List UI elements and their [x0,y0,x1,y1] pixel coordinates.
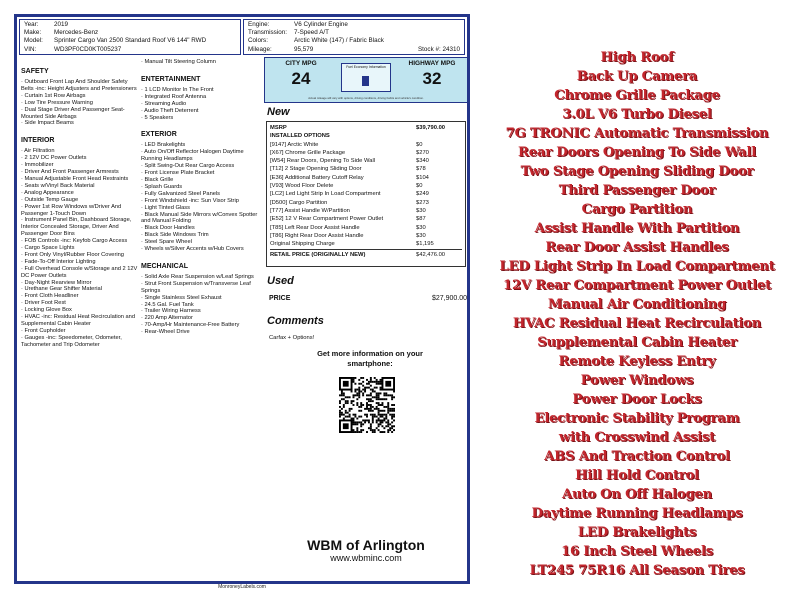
option-price: $30 [416,232,426,239]
option-price: $104 [416,174,429,181]
option-row [270,149,462,157]
option-row [270,215,462,223]
fuel-economy-center [341,63,391,92]
list-item: · 2 12V DC Power Outlets [21,155,87,162]
dealer-website[interactable]: www.wbminc.com [330,553,402,563]
feature-item: Daytime Running Headlamps [531,506,743,521]
option-price: $270 [416,149,429,156]
feature-item: ABS And Traction Control [544,449,730,464]
list-item: · Air Filtration [21,148,55,155]
entertainment-list [141,87,259,122]
feature-item: 3.0L V6 Turbo Diesel [562,107,712,122]
list-item: · Locking Glove Box [21,307,72,314]
colors-label: Colors: [248,37,268,45]
feature-item: LT245 75R16 All Season Tires [529,563,745,578]
list-item: · Solid Axle Rear Suspension w/Leaf Springs [141,273,254,280]
list-item: · Immobilizer [21,162,54,169]
list-item: · Analog Appearance [21,189,74,196]
stock-label: Stock #: [417,45,441,53]
feature-item: Back Up Camera [576,69,698,84]
mileage-value: 95,579 [294,45,314,53]
feature-item: 12V Rear Compartment Power Outlet [503,278,771,293]
exterior-title: EXTERIOR [141,131,177,139]
colors-value: Arctic White (147) / Fabric Black [294,37,384,45]
option-row [270,190,462,198]
list-item: · Fully Galvanized Steel Panels [141,190,221,197]
exterior-list [141,142,259,253]
list-item: · Wheels w/Silver Accents w/Hub Covers [141,246,244,253]
list-item: · Black Manual Side Mirrors w/Convex Spotter and Manual Folding [141,211,258,225]
list-item: · Dual Stage Driver And Passenger Seat-Mounted Side Airbags [21,106,125,120]
comments-text: Carfax + Options! [269,335,315,341]
option-row [270,199,462,207]
feature-list [476,48,798,580]
option-price: $249 [416,191,429,198]
options-list [270,141,462,241]
list-item: · Black Side Windows Trim [141,232,209,239]
mechanical-title: MECHANICAL [141,262,189,270]
list-item: · Front License Plate Bracket [141,170,215,177]
safety-title: SAFETY [21,68,49,75]
option-price: $0 [416,141,423,148]
list-item: · Instrument Panel Bin, Dashboard Storage, Interior Concealed Storage, Driver And Passenger Door Bins [21,217,132,238]
option-price: $78 [416,166,426,173]
list-item: · Light Tinted Glass [141,204,190,211]
feature-item: Third Passenger Door [558,183,716,198]
list-item: · Manual Tilt Steering Column [141,59,216,65]
qr-code[interactable] [339,377,395,433]
shipping-label: Original Shipping Charge [270,241,335,248]
equipment-left-column [21,65,141,349]
msrp-label: MSRP [270,125,287,131]
year-label: Year: [24,21,39,28]
mechanical-list [141,274,259,336]
list-item: · Auto On/Off Reflector Halogen Daytime Running Headlamps [141,149,244,163]
make-label: Make: [24,29,42,37]
safety-list [21,79,141,127]
list-item: · Strut Front Suspension w/Transverse Leaf Springs [141,280,251,294]
list-item: · Curtain 1st Row Airbags [21,92,86,99]
retail-label: RETAIL PRICE (ORIGINALLY NEW) [270,252,366,259]
transmission-label: Transmission: [248,29,287,37]
list-item: · Manual Adjustable Front Head Restraints [21,175,129,182]
option-row [270,174,462,182]
feature-item: Rear Door Assist Handles [545,240,729,255]
option-price: $30 [416,224,426,231]
list-item: · 70-Amp/Hr Maintenance-Free Battery [141,322,240,329]
vehicle-specs-box [243,19,465,55]
list-item: · Fade-To-Off Interior Lighting [21,258,96,265]
option-label: [T85] Left Rear Door Assist Handle [270,224,360,231]
option-label: [T77] Assist Handle W/Partition [270,207,350,214]
list-item: · Steel Spare Wheel [141,239,192,246]
list-item: · Audio Theft Deterrent [141,107,199,114]
list-item: · Streaming Audio [141,100,187,107]
feature-item: 16 Inch Steel Wheels [561,544,713,559]
list-item: · Front Cupholder [21,327,66,334]
feature-item: Rear Doors Opening To Side Wall [518,145,756,160]
list-item: · Driver And Front Passenger Armrests [21,169,119,176]
option-label: [D500] Cargo Partition [270,199,328,206]
feature-item: Chrome Grille Package [554,88,720,103]
used-heading: Used [267,275,294,287]
shipping-value: $1,195 [416,241,434,248]
option-label: [T12] 2 Stage Opening Sliding Door [270,166,362,173]
dealer-name: WBM of Arlington [307,537,425,553]
list-item: · Trailer Wiring Harness [141,308,201,315]
feature-item: Power Windows [580,373,694,388]
used-price-value: $27,900.00 [431,295,467,302]
vin-value: WD3PF0CD0KT005237 [54,45,122,53]
used-price-label: PRICE [269,295,291,302]
feature-item: Remote Keyless Entry [558,354,716,369]
option-price: $0 [416,183,423,190]
feature-item: LED Brakelights [577,525,697,540]
feature-item: Supplemental Cabin Heater [537,335,737,350]
option-label: [T86] Right Rear Door Assist Handle [270,232,364,239]
list-item: · HVAC -inc: Residual Heat Recirculation and Supplemental Cabin Heater [21,314,136,327]
list-item: · Outside Temp Gauge [21,196,79,203]
list-item: · Full Overhead Console w/Storage and 2 12V DC Power Outlets [21,265,138,279]
year-value: 2019 [54,21,69,28]
option-label: [W54] Rear Doors, Opening To Side Wall [270,158,376,165]
engine-value: V6 Cylinder Engine [294,21,348,28]
city-mpg-value: 24 [291,69,311,88]
option-price: $273 [416,199,429,206]
list-item: · Front Cloth Headliner [21,293,79,300]
feature-item: Cargo Partition [581,202,693,217]
installed-options-label: INSTALLED OPTIONS [270,133,330,140]
option-price: $87 [416,216,426,223]
feature-item: with Crosswind Assist [558,430,716,445]
mileage-label: Mileage: [248,45,272,53]
feature-item: High Roof [600,50,674,65]
highway-mpg-value: 32 [422,69,442,88]
list-item: · Black Grille [141,176,174,183]
list-item: · Integrated Roof Antenna [141,93,207,100]
feature-item: Electronic Stability Program [534,411,740,426]
mpg-note: Actual mileage will vary with options, driving conditions, driving habits and vehicle's condition. [308,96,424,100]
option-price: $340 [416,158,429,165]
interior-list [21,148,141,348]
option-row [270,224,462,232]
entertainment-title: ENTERTAINMENT [141,75,201,83]
city-mpg-label: CITY MPG [285,60,317,67]
option-label: [X67] Chrome Grille Package [270,149,346,156]
option-label: [LC2] Led Light Strip In Load Compartment [270,191,381,198]
list-item: · 1 LCD Monitor In The Front [141,86,214,93]
list-item: · Black Door Handles [141,225,195,232]
list-item: · Rear-Wheel Drive [141,329,190,336]
feature-item: LED Light Strip In Load Compartment [499,259,775,274]
engine-label: Engine: [248,21,270,28]
option-label: [9147] Arctic White [270,141,319,148]
list-item: · Gauges -inc: Speedometer, Odometer, Tachometer and Trip Odometer [21,334,122,348]
list-item: · Side Impact Beams [21,120,74,127]
interior-cont-list [141,59,259,66]
vin-label: VIN: [24,45,37,53]
list-item: · FOB Controls -inc: Keyfob Cargo Access [21,238,128,245]
footer-credit: MonroneyLabels.com [218,584,266,590]
feature-item: Power Door Locks [572,392,702,407]
feature-item: Auto On Off Halogen [562,487,712,502]
new-heading: New [267,106,290,118]
list-item: · Driver Foot Rest [21,300,66,307]
option-price: $30 [416,207,426,214]
new-pricing-box [266,121,466,267]
model-value: Sprinter Cargo Van 2500 Standard Roof V6 144" RWD [54,37,207,45]
list-item: · Power 1st Row Windows w/Driver And Passenger 1-Touch Down [21,203,122,217]
fuel-economy-box [264,57,468,103]
info-line2: smartphone: [347,359,393,368]
feature-item: HVAC Residual Heat Recirculation [512,316,762,331]
list-item: · Low Tire Pressure Warning [21,99,93,106]
feature-item: Assist Handle With Partition [534,221,740,236]
feature-item: 7G TRONIC Automatic Transmission [505,126,769,141]
msrp-value: $39,790.00 [416,125,446,131]
model-label: Model: [24,37,43,45]
list-item: · Outboard Front Lap And Shoulder Safety Belts -inc: Height Adjusters and Pretensioners [21,79,137,92]
option-label: [E36] Additional Battery Cutoff Relay [270,174,364,181]
list-item: · 24.5 Gal. Fuel Tank [141,301,194,308]
make-value: Mercedes-Benz [54,29,99,37]
list-item: · Front Windshield -inc: Sun Visor Strip [141,197,239,204]
option-row [270,165,462,173]
interior-title: INTERIOR [21,137,55,145]
list-item: · Day-Night Rearview Mirror [21,279,92,286]
highway-mpg [401,60,463,89]
info-line1: Get more information on your [317,349,423,358]
option-row [270,182,462,190]
equipment-middle-column [141,59,259,336]
list-item: · Seats w/Vinyl Back Material [21,182,95,189]
list-item: · 5 Speakers [141,114,174,121]
pricing-column [263,57,469,581]
option-row [270,232,462,240]
retail-value: $42,476.00 [416,252,446,259]
option-row [270,207,462,215]
feature-item: Manual Air Conditioning [547,297,727,312]
option-row [270,141,462,149]
list-item: · 220 Amp Alternator [141,315,193,322]
list-item: · Front Only Vinyl/Rubber Floor Covering [21,251,124,258]
list-item: · Split Swing-Out Rear Cargo Access [141,163,235,170]
smartphone-info [283,349,457,369]
stock-value: 24310 [442,45,460,53]
fuel-pump-icon [362,76,369,86]
list-item: · Splash Guards [141,183,183,190]
city-mpg [271,60,331,89]
transmission-value: 7-Speed A/T [294,29,330,37]
list-item: · Single Stainless Steel Exhaust [141,294,222,301]
option-row [270,157,462,165]
list-item: · Cargo Space Lights [21,245,75,252]
comments-heading: Comments [267,315,324,327]
highway-mpg-label: HIGHWAY MPG [408,60,456,67]
option-label: [V93] Wood Floor Delete [270,183,334,190]
fuel-economy-label: Fuel Economy Information [346,65,386,69]
option-label: [E52] 12 V Rear Compartment Power Outlet [270,216,384,223]
feature-item: Two Stage Opening Sliding Door [520,164,754,179]
list-item: · Urethane Gear Shifter Material [21,286,102,293]
list-item: · LED Brakelights [141,142,186,149]
vehicle-info-box [19,19,241,55]
window-sticker [14,14,470,584]
feature-item: Hill Hold Control [575,468,699,483]
used-price-row [269,295,467,302]
